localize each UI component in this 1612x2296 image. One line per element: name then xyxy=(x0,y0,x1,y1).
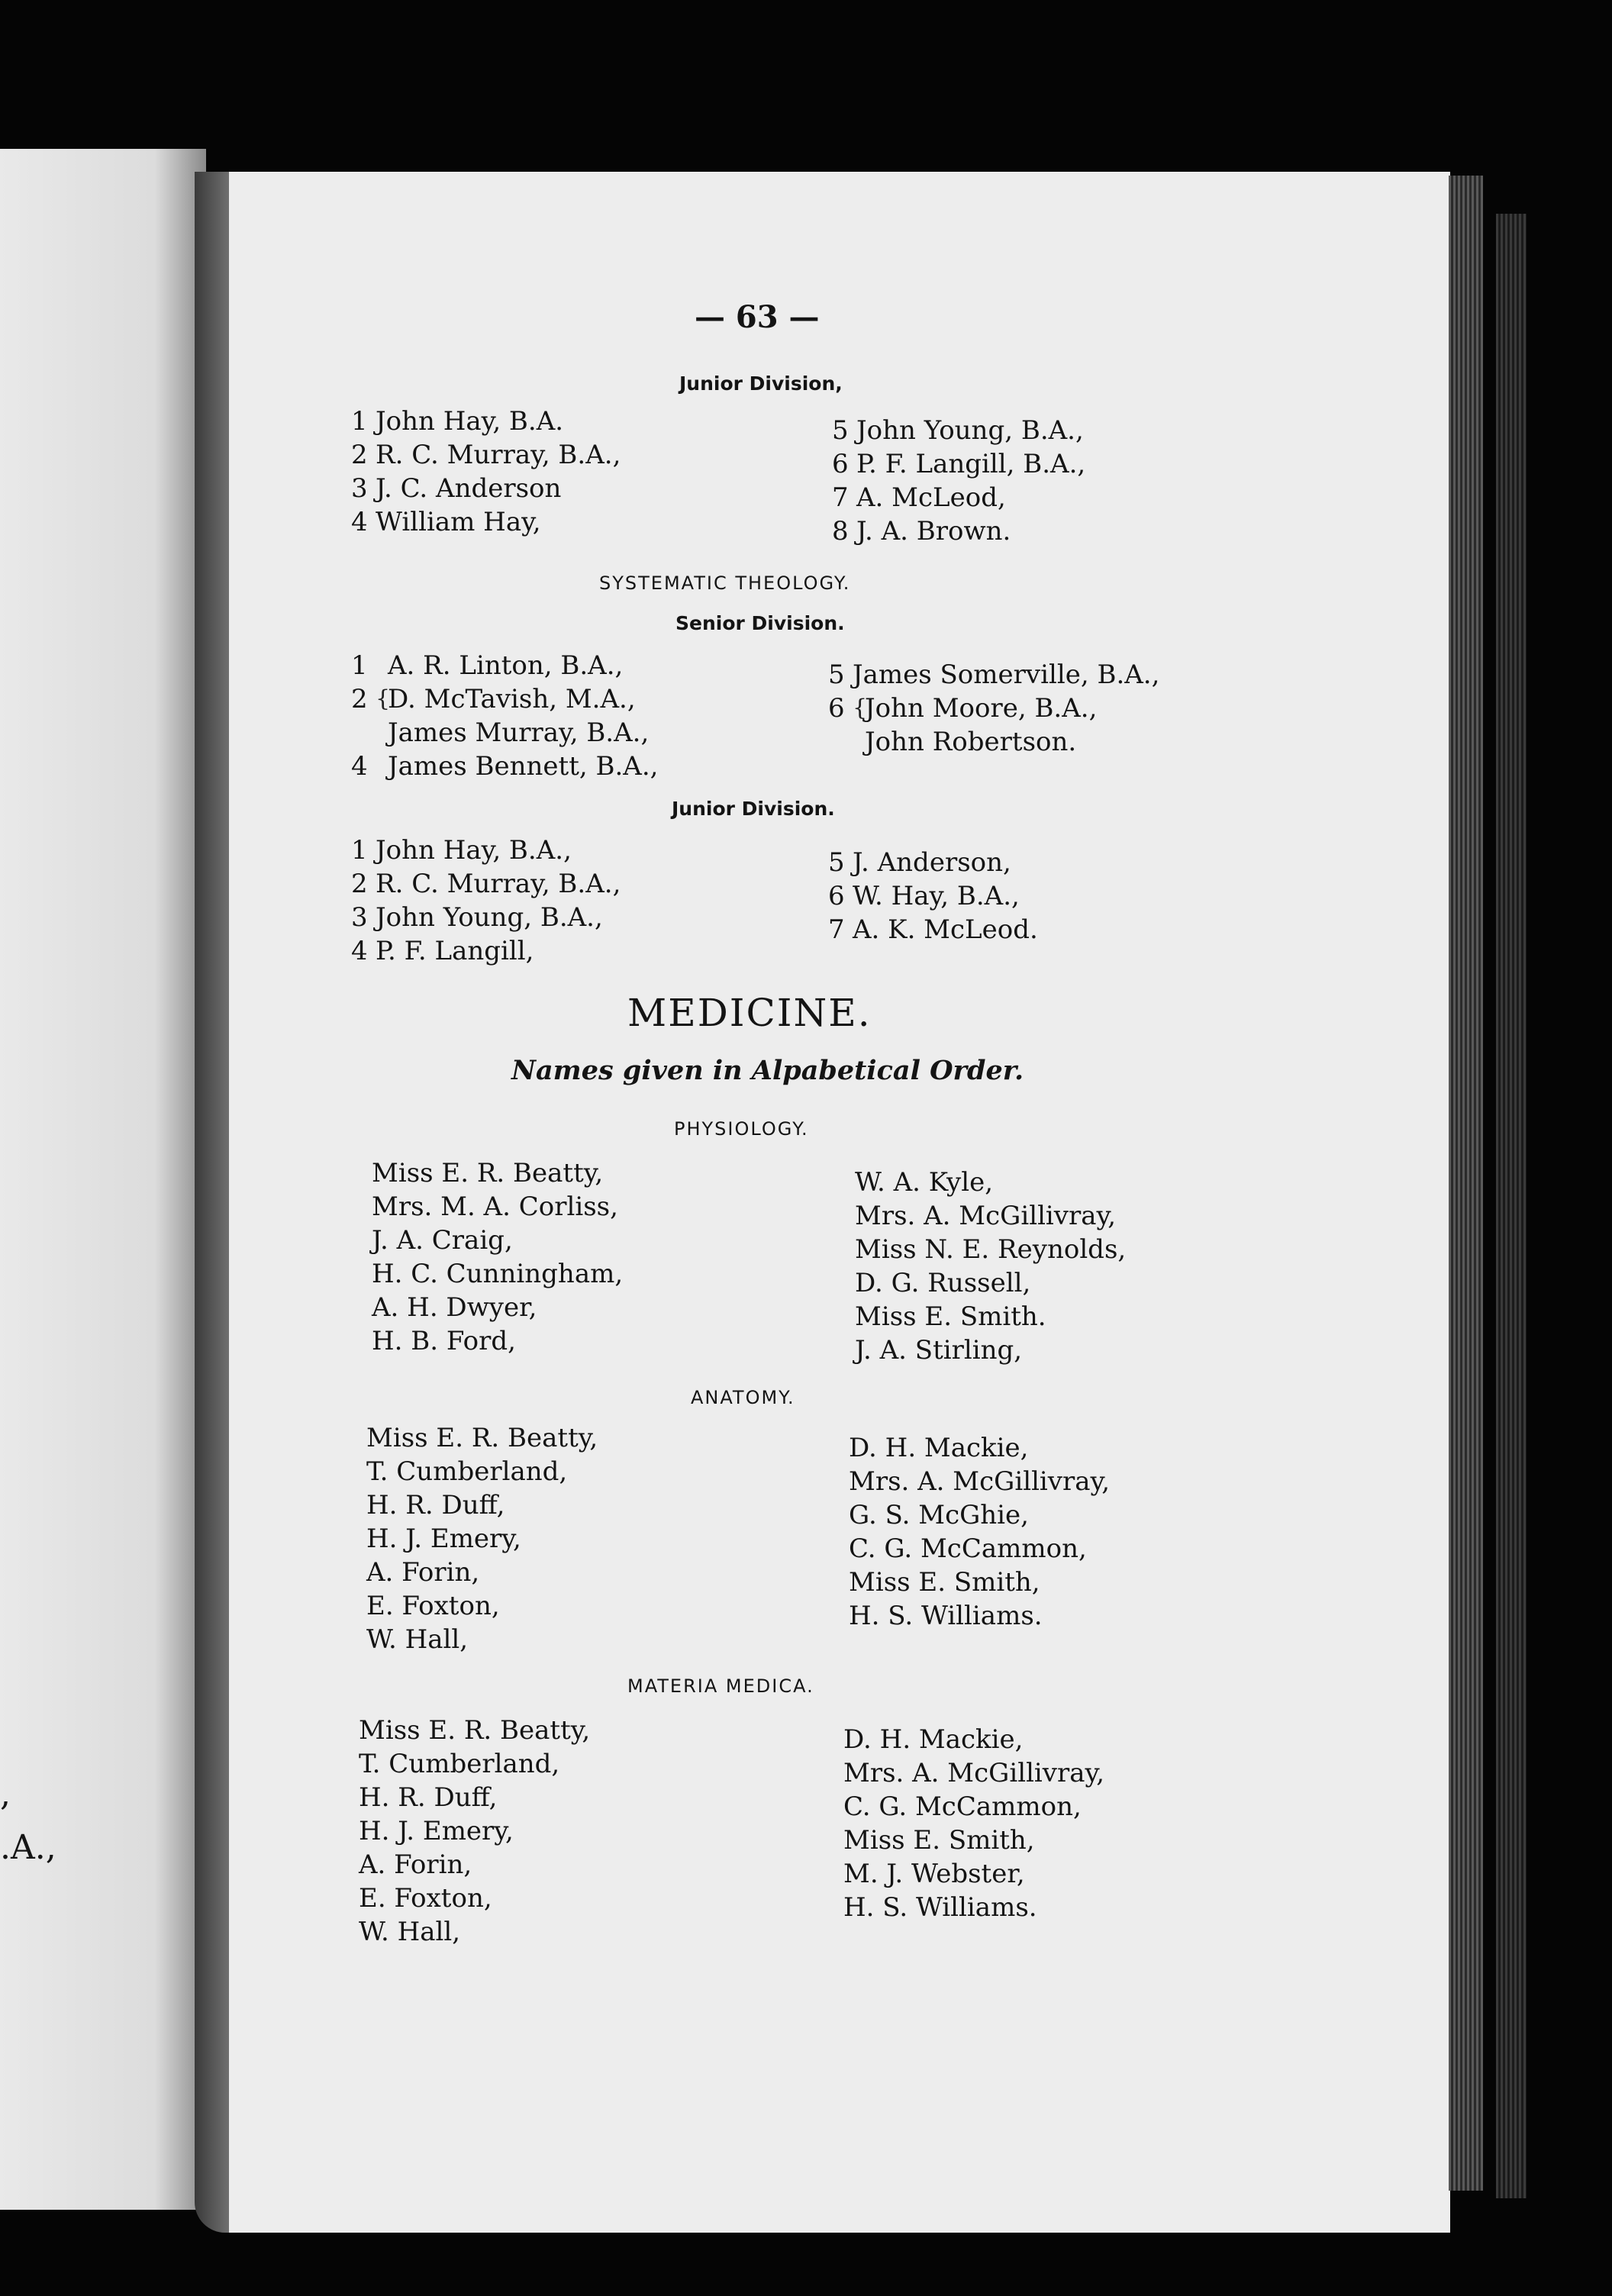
list-item: A. Forin, xyxy=(359,1849,472,1880)
list-item: 6 P. F. Langill, B.A., xyxy=(832,449,1086,479)
page-edges xyxy=(1449,176,1483,2191)
subject-heading: ANATOMY. xyxy=(691,1387,795,1408)
list-item: Mrs. A. McGillivray, xyxy=(849,1466,1111,1497)
tie-bracket: { xyxy=(376,685,391,712)
list-item: 4 James Bennett, B.A., xyxy=(351,751,659,782)
ranked-list-right xyxy=(828,846,1038,946)
section-heading: Junior Division, xyxy=(679,372,843,395)
list-item: 4 William Hay, xyxy=(351,507,541,537)
list-item: Miss E. R. Beatty, xyxy=(366,1423,598,1453)
list-item: H. R. Duff, xyxy=(359,1782,498,1813)
list-item: 5 James Somerville, B.A., xyxy=(828,659,1160,690)
list-item: H. C. Cunningham, xyxy=(372,1259,624,1289)
list-item: 2 R. C. Murray, B.A., xyxy=(351,869,621,899)
list-item: C. G. McCammon, xyxy=(843,1791,1082,1822)
subject-heading: MATERIA MEDICA. xyxy=(627,1675,814,1697)
section-note: Names given in Alpabetical Order. xyxy=(511,1055,1024,1086)
list-item: H. J. Emery, xyxy=(359,1816,514,1846)
list-item: 3 John Young, B.A., xyxy=(351,902,603,933)
subsection-heading: Junior Division. xyxy=(672,798,835,820)
list-item: T. Cumberland, xyxy=(366,1456,568,1487)
ranked-list-right xyxy=(828,658,1159,759)
list-item: Mrs. A. McGillivray, xyxy=(855,1201,1117,1231)
list-item: W. Hall, xyxy=(359,1917,461,1947)
list-item: H. R. Duff, xyxy=(366,1490,505,1520)
ranked-list-left xyxy=(351,649,658,783)
name-list-left xyxy=(366,1421,598,1656)
list-item: 8 J. A. Brown. xyxy=(832,516,1011,547)
list-item: W. A. Kyle, xyxy=(855,1167,994,1198)
list-item: 4 P. F. Langill, xyxy=(351,936,534,966)
list-item: Miss E. Smith. xyxy=(855,1301,1046,1332)
ranked-list-right xyxy=(832,414,1085,548)
list-item: Miss E. R. Beatty, xyxy=(372,1158,604,1188)
list-item: 2 { D. McTavish, M.A., xyxy=(351,684,636,714)
list-item: A. Forin, xyxy=(366,1557,480,1588)
list-item: A. H. Dwyer, xyxy=(372,1292,537,1323)
facing-page-fragment: .A., xyxy=(0,1828,56,1867)
facing-page-fragment: , xyxy=(0,1775,11,1814)
list-item: 1 John Hay, B.A. xyxy=(351,406,564,437)
subject-heading: PHYSIOLOGY. xyxy=(674,1118,809,1140)
section-title: MEDICINE. xyxy=(627,991,872,1035)
list-item: Miss E. R. Beatty, xyxy=(359,1715,591,1746)
list-item: D. G. Russell, xyxy=(855,1268,1031,1298)
list-item: 1 A. R. Linton, B.A., xyxy=(351,650,624,681)
page-edges-back xyxy=(1496,214,1527,2198)
list-item: D. H. Mackie, xyxy=(843,1724,1024,1755)
list-item: 6 W. Hay, B.A., xyxy=(828,881,1020,911)
list-item: W. Hall, xyxy=(366,1624,469,1655)
name-list-right xyxy=(849,1431,1110,1633)
ranked-list-left xyxy=(351,405,621,539)
list-item: M. J. Webster, xyxy=(843,1859,1025,1889)
section-heading: SYSTEMATIC THEOLOGY. xyxy=(599,572,851,594)
list-item: 7 A. McLeod, xyxy=(832,482,1006,513)
list-item: H. B. Ford, xyxy=(372,1326,516,1356)
list-item: H. S. Williams. xyxy=(849,1601,1043,1631)
list-item: Mrs. A. McGillivray, xyxy=(843,1758,1105,1788)
name-list-right xyxy=(843,1723,1104,1924)
list-item: E. Foxton, xyxy=(366,1591,500,1621)
list-item: James Murray, B.A., xyxy=(388,718,650,748)
subsection-heading: Senior Division. xyxy=(675,612,845,634)
ranked-list-left xyxy=(351,834,621,968)
page-number: — 63 — xyxy=(695,299,820,335)
list-item: J. A. Craig, xyxy=(372,1225,513,1256)
list-item: 3 J. C. Anderson xyxy=(351,473,562,504)
facing-page xyxy=(0,149,206,2210)
list-item: Miss E. Smith, xyxy=(849,1567,1040,1598)
list-item: Mrs. M. A. Corliss, xyxy=(372,1192,618,1222)
list-item: 2 R. C. Murray, B.A., xyxy=(351,440,621,470)
list-item: 5 J. Anderson, xyxy=(828,847,1011,878)
name-list-left xyxy=(372,1156,623,1358)
list-item: Miss E. Smith, xyxy=(843,1825,1035,1856)
list-item: 6 { John Moore, B.A., xyxy=(828,693,1098,724)
list-item: D. H. Mackie, xyxy=(849,1433,1029,1463)
list-item: 5 John Young, B.A., xyxy=(832,415,1084,446)
list-item: T. Cumberland, xyxy=(359,1749,560,1779)
list-item: 1 John Hay, B.A., xyxy=(351,835,572,866)
list-item: C. G. McCammon, xyxy=(849,1533,1087,1564)
list-item: H. S. Williams. xyxy=(843,1892,1037,1923)
list-item: 7 A. K. McLeod. xyxy=(828,914,1038,945)
list-item: E. Foxton, xyxy=(359,1883,492,1914)
list-item: H. J. Emery, xyxy=(366,1524,521,1554)
list-item: G. S. McGhie, xyxy=(849,1500,1029,1530)
list-item: J. A. Stirling, xyxy=(855,1335,1023,1366)
list-item: Miss N. E. Reynolds, xyxy=(855,1234,1127,1265)
list-item: John Robertson. xyxy=(865,727,1077,757)
tie-bracket: { xyxy=(853,695,868,721)
name-list-left xyxy=(359,1714,590,1949)
name-list-right xyxy=(855,1166,1126,1367)
